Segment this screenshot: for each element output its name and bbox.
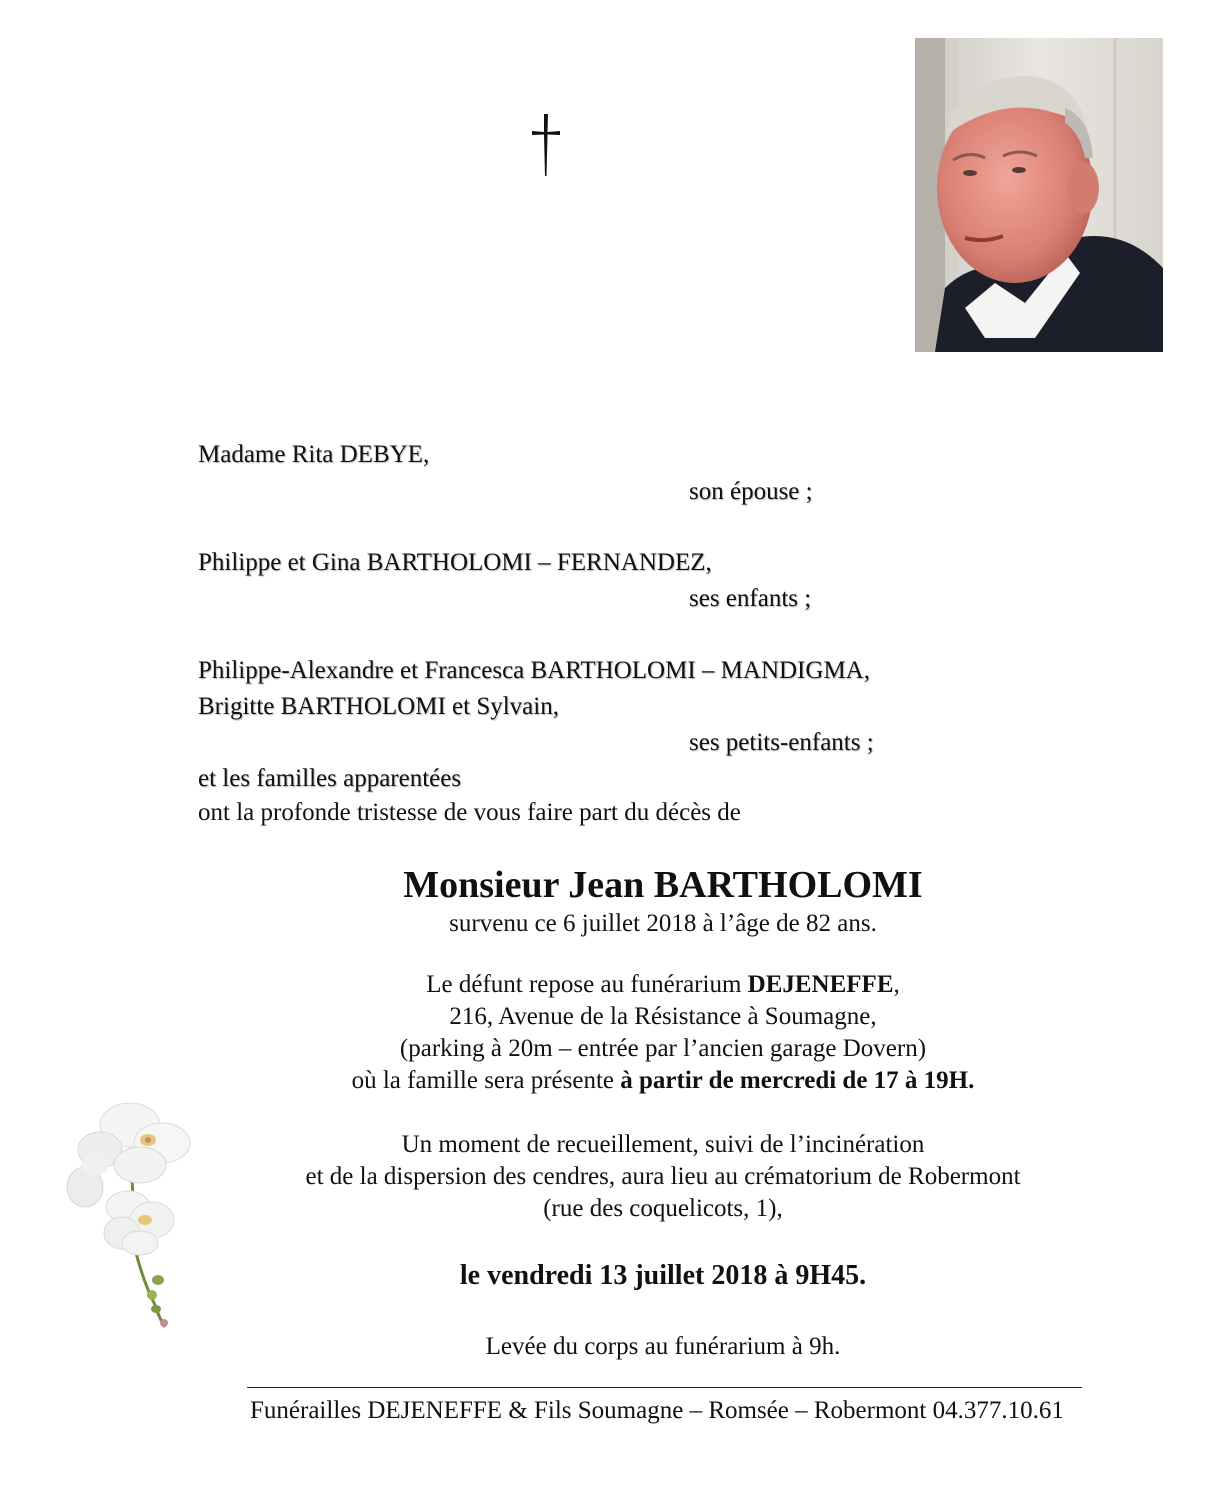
visitation-line-1: Le défunt repose au funérarium DEJENEFFE, <box>426 971 900 998</box>
passing-date: survenu ce 6 juillet 2018 à l’âge de 82 ans. <box>449 910 877 937</box>
family-spouse-name: Madame Rita DEBYE, <box>198 441 430 468</box>
ceremony-line-2: et de la dispersion des cendres, aura lieu au crématorium de Robermont <box>305 1163 1021 1190</box>
family-grandchildren-relation: ses petits-enfants ; <box>689 729 874 756</box>
ceremony-date: le vendredi 13 juillet 2018 à 9H45. <box>459 1260 867 1291</box>
ceremony-line-1: Un moment de recueillement, suivi de l’incinération <box>401 1131 925 1158</box>
levee-du-corps: Levée du corps au funérarium à 9h. <box>485 1333 841 1360</box>
footer-divider <box>247 1387 1082 1388</box>
ceremony-location: (rue des coquelicots, 1), <box>543 1195 783 1222</box>
cross-icon <box>522 110 570 180</box>
family-children-names: Philippe et Gina BARTHOLOMI – FERNANDEZ, <box>198 549 712 576</box>
family-children-relation: ses enfants ; <box>689 585 812 612</box>
announcement-line: ont la profonde tristesse de vous faire part du décès de <box>198 799 741 826</box>
footer-funeral-home: Funérailles DEJENEFFE & Fils Soumagne – Romsée – Robermont 04.377.10.61 <box>250 1397 1064 1424</box>
visitation-parking: (parking à 20m – entrée par l’ancien garage Dovern) <box>399 1035 927 1062</box>
family-spouse-relation: son épouse ; <box>689 478 813 505</box>
family-relatives: et les familles apparentées <box>198 765 462 792</box>
deceased-name: Monsieur Jean BARTHOLOMI <box>403 864 923 906</box>
family-grandchildren-2: Brigitte BARTHOLOMI et Sylvain, <box>198 693 559 720</box>
portrait-photo <box>915 38 1163 352</box>
orchid-flower-icon <box>60 1095 200 1335</box>
visitation-address: 216, Avenue de la Résistance à Soumagne, <box>449 1003 877 1030</box>
family-grandchildren-1: Philippe-Alexandre et Francesca BARTHOLOMI – MANDIGMA, <box>198 657 870 684</box>
visitation-hours: où la famille sera présente à partir de mercredi de 17 à 19H. <box>351 1067 975 1094</box>
